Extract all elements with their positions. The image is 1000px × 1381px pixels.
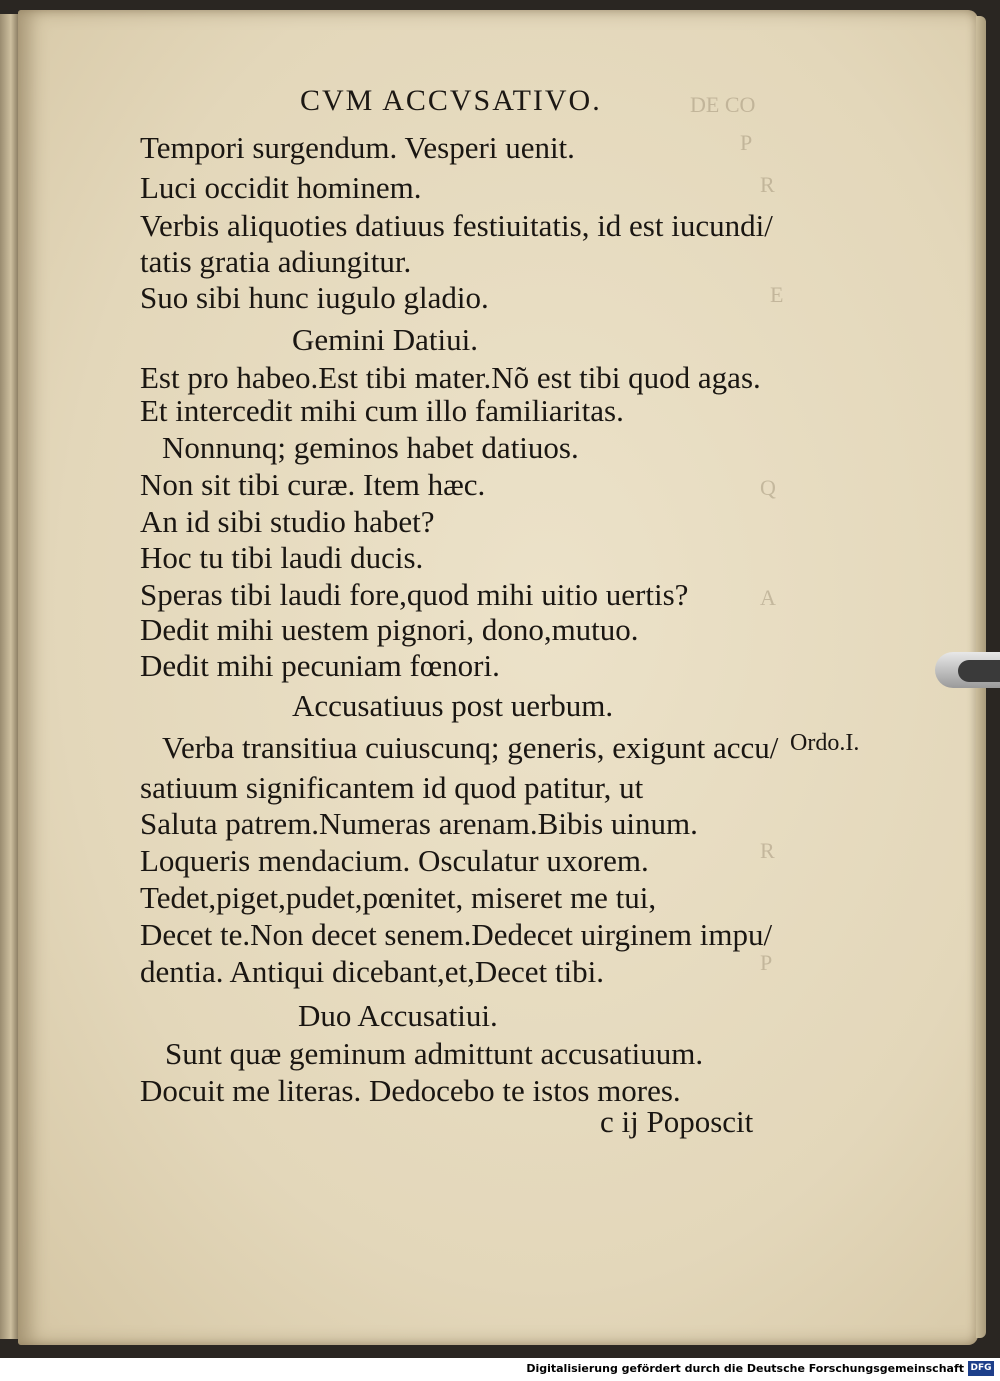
show-through-text: P bbox=[740, 130, 753, 155]
text-line: Sunt quæ geminum admittunt accusatiuum. bbox=[165, 1036, 704, 1071]
show-through-text: E bbox=[770, 282, 784, 307]
text-line: Luci occidit hominem. bbox=[140, 170, 422, 205]
text-line: Speras tibi laudi fore,quod mihi uitio uertis? bbox=[140, 577, 689, 612]
text-line: Verba transitiua cuiuscunq; generis, exigunt accu/ bbox=[162, 730, 779, 765]
margin-note: Ordo.I. bbox=[790, 730, 860, 756]
text-line: Tedet,piget,pudet,pœnitet, miseret me tui, bbox=[140, 880, 657, 915]
text-line: Dedit mihi uestem pignori, dono,mutuo. bbox=[140, 612, 639, 647]
catchword: c ij Poposcit bbox=[600, 1104, 754, 1139]
facing-page-edge bbox=[0, 14, 18, 1339]
dfg-logo: DFG bbox=[968, 1361, 994, 1376]
text-line: satiuum significantem id quod patitur, ut bbox=[140, 770, 644, 805]
text-line: Hoc tu tibi laudi ducis. bbox=[140, 540, 424, 575]
funding-credit: Digitalisierung gefördert durch die Deutsche Forschungsgemeinschaft bbox=[526, 1362, 964, 1375]
show-through-text: R bbox=[760, 838, 775, 863]
running-header: CVM ACCVSATIVO. bbox=[300, 84, 602, 117]
show-through-text: R bbox=[760, 172, 775, 197]
footer-bar bbox=[0, 1358, 1000, 1381]
section-heading: Gemini Datiui. bbox=[292, 322, 478, 357]
text-line: Loqueris mendacium. Osculatur uxorem. bbox=[140, 843, 649, 878]
text-line: Dedit mihi pecuniam fœnori. bbox=[140, 648, 500, 683]
text-line: Tempori surgendum. Vesperi uenit. bbox=[140, 130, 575, 165]
text-line: Decet te.Non decet senem.Dedecet uirginem impu/ bbox=[140, 917, 773, 952]
text-line: Est pro habeo.Est tibi mater.Nõ est tibi quod agas. bbox=[140, 360, 761, 395]
show-through-text: A bbox=[760, 585, 776, 610]
text-line: Et intercedit mihi cum illo familiaritas. bbox=[140, 393, 624, 428]
section-heading: Duo Accusatiui. bbox=[298, 998, 498, 1033]
text-line: Verbis aliquoties datiuus festiuitatis, id est iucundi/ bbox=[140, 208, 773, 243]
section-heading: Accusatiuus post uerbum. bbox=[292, 688, 614, 723]
text-line: Suo sibi hunc iugulo gladio. bbox=[140, 280, 489, 315]
text-line: Non sit tibi curæ. Item hæc. bbox=[140, 467, 486, 502]
text-line: An id sibi studio habet? bbox=[140, 504, 435, 539]
show-through-text: DE CO bbox=[690, 92, 756, 117]
page-clip-shadow bbox=[958, 660, 1000, 682]
show-through-text: P bbox=[760, 950, 773, 975]
text-line: dentia. Antiqui dicebant,et,Decet tibi. bbox=[140, 954, 605, 989]
text-line: Docuit me literas. Dedocebo te istos mores. bbox=[140, 1073, 681, 1108]
text-line: Saluta patrem.Numeras arenam.Bibis uinum. bbox=[140, 806, 698, 841]
text-line: tatis gratia adiungitur. bbox=[140, 244, 412, 279]
text-line: Nonnunq; geminos habet datiuos. bbox=[162, 430, 579, 465]
show-through-text: Q bbox=[760, 475, 776, 500]
